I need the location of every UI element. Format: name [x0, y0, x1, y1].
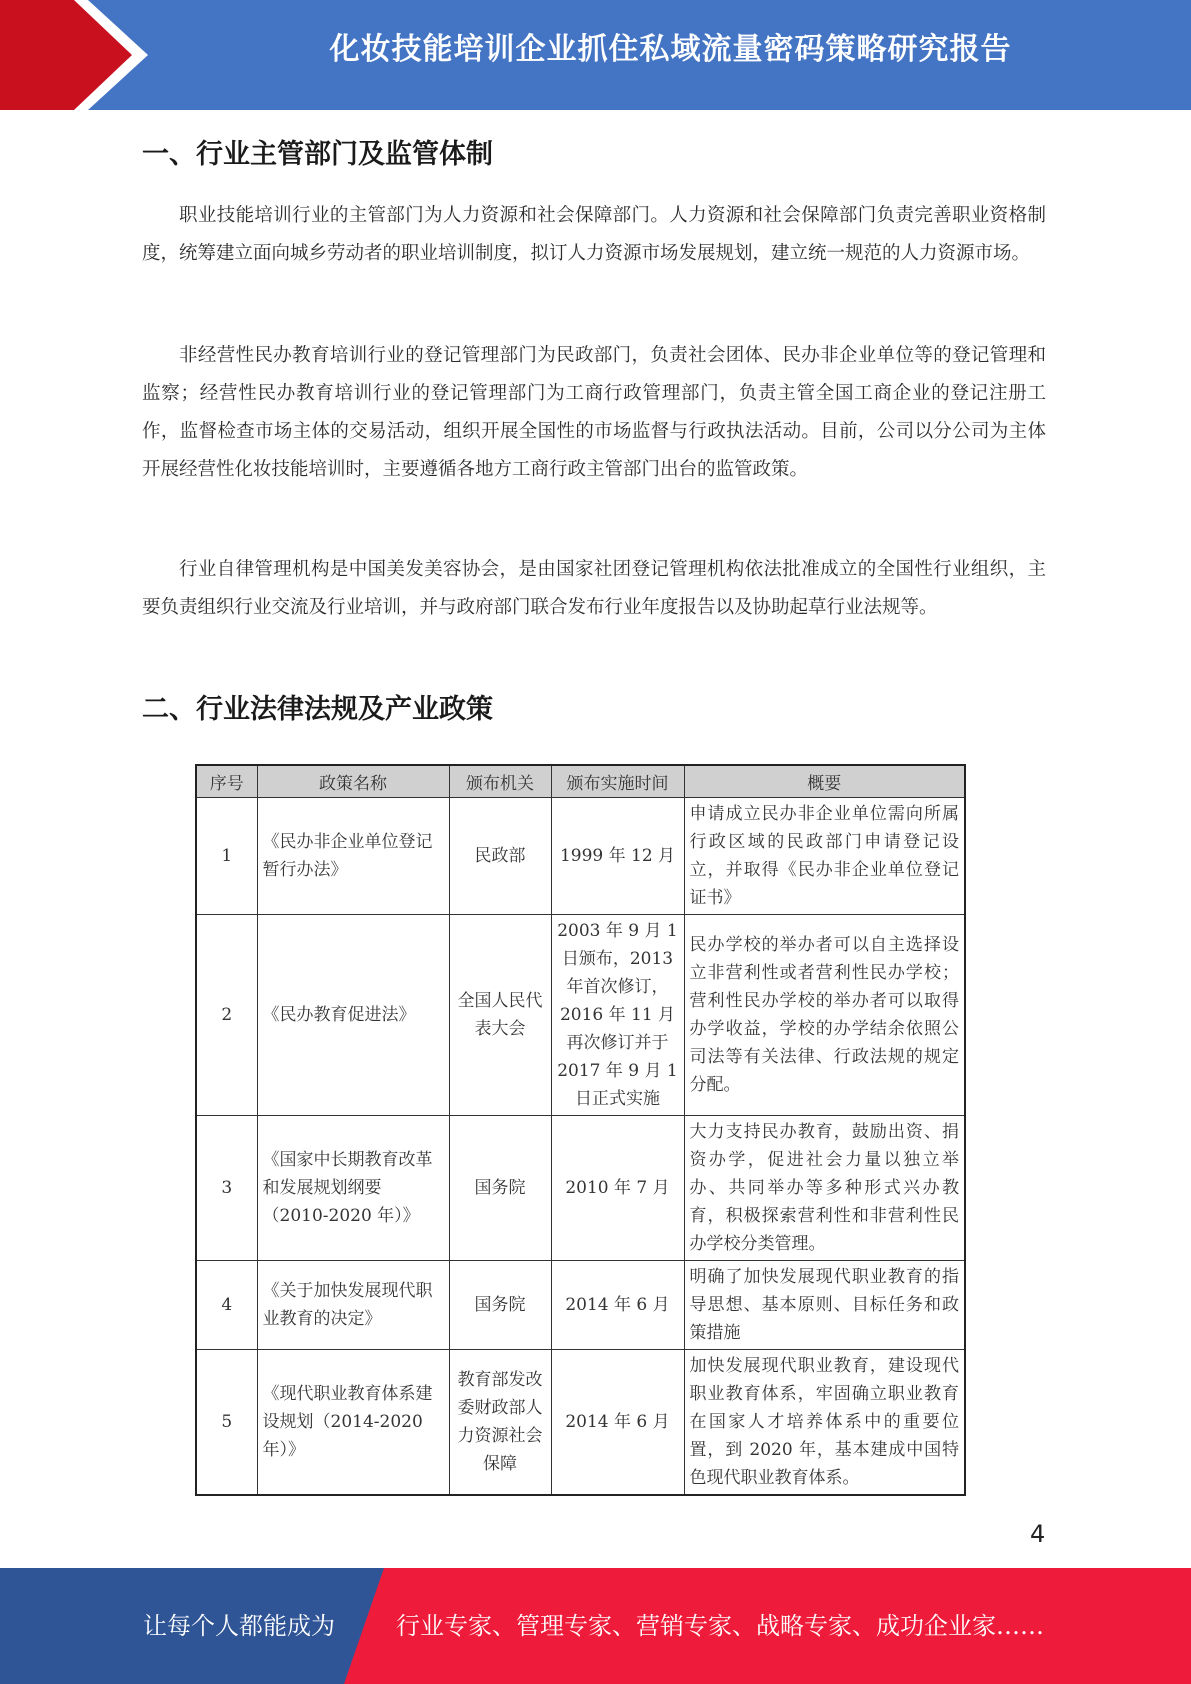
- cell-number: 3: [196, 1115, 257, 1260]
- policy-table: [195, 764, 966, 1496]
- section-heading-laws-policies: 二、行业法律法规及产业政策: [142, 694, 493, 725]
- paragraph: 职业技能培训行业的主管部门为人力资源和社会保障部门。人力资源和社会保障部门负责完善职业资格制度，统筹建立面向城乡劳动者的职业培训制度，拟订人力资源市场发展规划，建立统一规范的人力资源市场。: [142, 205, 1046, 264]
- table-row: [196, 1260, 965, 1349]
- cell-date: 2014 年 6 月: [551, 1260, 684, 1349]
- cell-policy-name: 《民办非企业单位登记暂行办法》: [257, 797, 449, 914]
- cell-summary: 明确了加快发展现代职业教育的指导思想、基本原则、目标任务和政策措施: [684, 1260, 965, 1349]
- column-header-number: 序号: [196, 765, 257, 797]
- table-header-row: [196, 765, 965, 797]
- paragraph: 非经营性民办教育培训行业的登记管理部门为民政部门，负责社会团体、民办非企业单位等的登记管理和监察；经营性民办教育培训行业的登记管理部门为工商行政管理部门，负责主管全国工商企业的登记注册工作，监督检查市场主体的交易活动，组织开展全国性的市场监督与行政执法活动。目前，公司以分公司为主体开展经营性化妆技能培训时，主要遵循各地方工商行政主管部门出台的监管政策。: [142, 345, 1046, 480]
- table-row: [196, 1349, 965, 1495]
- page-footer: [0, 1568, 1191, 1684]
- footer-slogan-right: 行业专家、管理专家、营销专家、战略专家、成功企业家……: [396, 1612, 1044, 1640]
- cell-date: 2003 年 9 月 1 日颁布，2013 年首次修订，2016 年 11 月再次修订并于 2017 年 9 月 1 日正式实施: [551, 914, 684, 1115]
- cell-policy-name: 《国家中长期教育改革和发展规划纲要（2010-2020 年）》: [257, 1115, 449, 1260]
- cell-policy-name: 《民办教育促进法》: [257, 914, 449, 1115]
- cell-issuer: 国务院: [449, 1115, 551, 1260]
- cell-summary: 民办学校的举办者可以自主选择设立非营利性或者营利性民办学校；营利性民办学校的举办者可以取得办学收益，学校的办学结余依照公司法等有关法律、行政法规的规定分配。: [684, 914, 965, 1115]
- cell-policy-name: 《关于加快发展现代职业教育的决定》: [257, 1260, 449, 1349]
- cell-summary: 加快发展现代职业教育，建设现代职业教育体系，牢固确立职业教育在国家人才培养体系中的重要位置，到 2020 年，基本建成中国特色现代职业教育体系。: [684, 1349, 965, 1495]
- page-header: [0, 0, 1191, 110]
- cell-number: 5: [196, 1349, 257, 1495]
- report-title: 化妆技能培训企业抓住私域流量密码策略研究报告: [329, 32, 1012, 67]
- table-row: [196, 797, 965, 914]
- cell-date: 2014 年 6 月: [551, 1349, 684, 1495]
- cell-issuer: 全国人民代表大会: [449, 914, 551, 1115]
- column-header-date: 颁布实施时间: [551, 765, 684, 797]
- cell-date: 1999 年 12 月: [551, 797, 684, 914]
- page-number: 4: [1030, 1520, 1046, 1548]
- cell-number: 1: [196, 797, 257, 914]
- column-header-issuer: 颁布机关: [449, 765, 551, 797]
- footer-slogan-left: 让每个人都能成为: [143, 1612, 335, 1640]
- cell-number: 4: [196, 1260, 257, 1349]
- cell-issuer: 民政部: [449, 797, 551, 914]
- cell-issuer: 国务院: [449, 1260, 551, 1349]
- cell-number: 2: [196, 914, 257, 1115]
- table-row: [196, 914, 965, 1115]
- column-header-summary: 概要: [684, 765, 965, 797]
- cell-date: 2010 年 7 月: [551, 1115, 684, 1260]
- cell-summary: 大力支持民办教育，鼓励出资、捐资办学，促进社会力量以独立举办、共同举办等多种形式兴办教育，积极探索营利性和非营利性民办学校分类管理。: [684, 1115, 965, 1260]
- header-red-arrow-shape: [0, 0, 150, 110]
- section-heading-regulation: 一、行业主管部门及监管体制: [142, 139, 493, 170]
- paragraph: 行业自律管理机构是中国美发美容协会，是由国家社团登记管理机构依法批准成立的全国性行业组织，主要负责组织行业交流及行业培训，并与政府部门联合发布行业年度报告以及协助起草行业法规等。: [142, 559, 1046, 618]
- cell-issuer: 教育部发改委财政部人力资源社会保障: [449, 1349, 551, 1495]
- table-row: [196, 1115, 965, 1260]
- column-header-policy-name: 政策名称: [257, 765, 449, 797]
- cell-policy-name: 《现代职业教育体系建设规划（2014-2020 年）》: [257, 1349, 449, 1495]
- cell-summary: 申请成立民办非企业单位需向所属行政区域的民政部门申请登记设立，并取得《民办非企业单位登记证书》: [684, 797, 965, 914]
